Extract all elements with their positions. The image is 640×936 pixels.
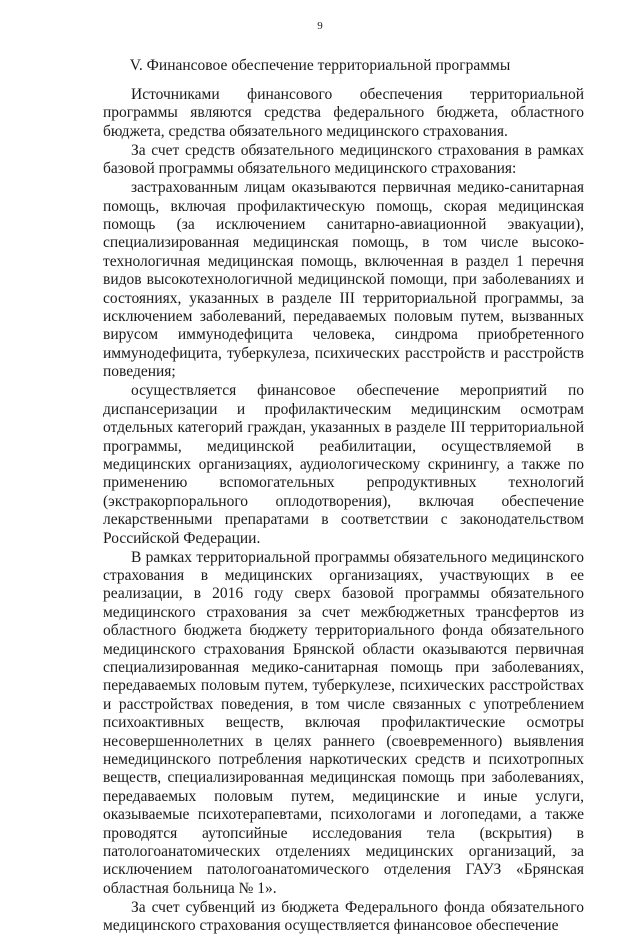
section-title: V. Финансовое обеспечение территориальной программы: [129, 57, 511, 74]
page-number: 9: [317, 20, 323, 32]
paragraph-insured-persons-care: застрахованным лицам оказываются первичная медико-санитарная помощь, включая профилактическую помощь, скорая медицинская помощь (за исключением санитарно-авиационной эвакуации), специализированная медицинская помощь, в том числе высоко-технологичная медицинская помощь, включенная в раздел 1 перечня видов высокотехнологичной медицинской помощи, при заболеваниях и состояниях, указанных в разделе III территориальной программы, за исключением заболеваний, передаваемых половым путем, вызванных вирусом иммунодефицита человека, синдрома приобретенного иммунодефицита, туберкулеза, психических расстройств и расстройств поведения;: [103, 179, 584, 381]
document-body: [103, 86, 584, 936]
paragraph-territorial-program-2016: В рамках территориальной программы обязательного медицинского страхования в медицинских организациях, участвующих в ее реализации, в 2016 году сверх базовой программы обязательного медицинского страхования за счет межбюджетных трансфертов из областного бюджета бюджету территориального фонда обязательного медицинского страхования Брянской области оказываются первичная специализированная медико-санитарная помощь при заболеваниях, передаваемых половым путем, туберкулезе, психических расстройствах и расстройствах поведения, в том числе связанных с употреблением психоактивных веществ, включая профилактические осмотры несовершеннолетних в целях раннего (своевременного) выявления немедицинского потребления наркотических средств и психотропных веществ, специализированная медицинская помощь при заболеваниях, передаваемых половым путем, медицинские и иные услуги, оказываемые психотерапевтами, психологами и логопедами, а также проводятся аутопсийные исследования тела (вскрытия) в патологоанатомических отделениях медицинских организаций, за исключением патологоанатомического отделения ГАУЗ «Брянская областная больница № 1».: [103, 548, 584, 897]
paragraph-federal-subventions: За счет субвенций из бюджета Федерального фонда обязательного медицинского страхования осуществляется финансовое обеспечение: [103, 898, 584, 935]
paragraph-oms-basic-program: За счет средств обязательного медицинского страхования в рамках базовой программы обязательного медицинского страхования:: [103, 141, 584, 178]
paragraph-funding-sources: Источниками финансового обеспечения территориальной программы являются средства федерального бюджета, областного бюджета, средства обязательного медицинского страхования.: [103, 86, 584, 140]
paragraph-financial-support-measures: осуществляется финансовое обеспечение мероприятий по диспансеризации и профилактическим медицинским осмотрам отдельных категорий граждан, указанных в разделе III территориальной программы, медицинской реабилитации, осуществляемой в медицинских организациях, аудиологическому скринингу, а также по применению вспомогательных репродуктивных технологий (экстракорпорального оплодотворения), включая обеспечение лекарственными препаратами в соответствии с законодательством Российской Федерации.: [103, 382, 584, 547]
